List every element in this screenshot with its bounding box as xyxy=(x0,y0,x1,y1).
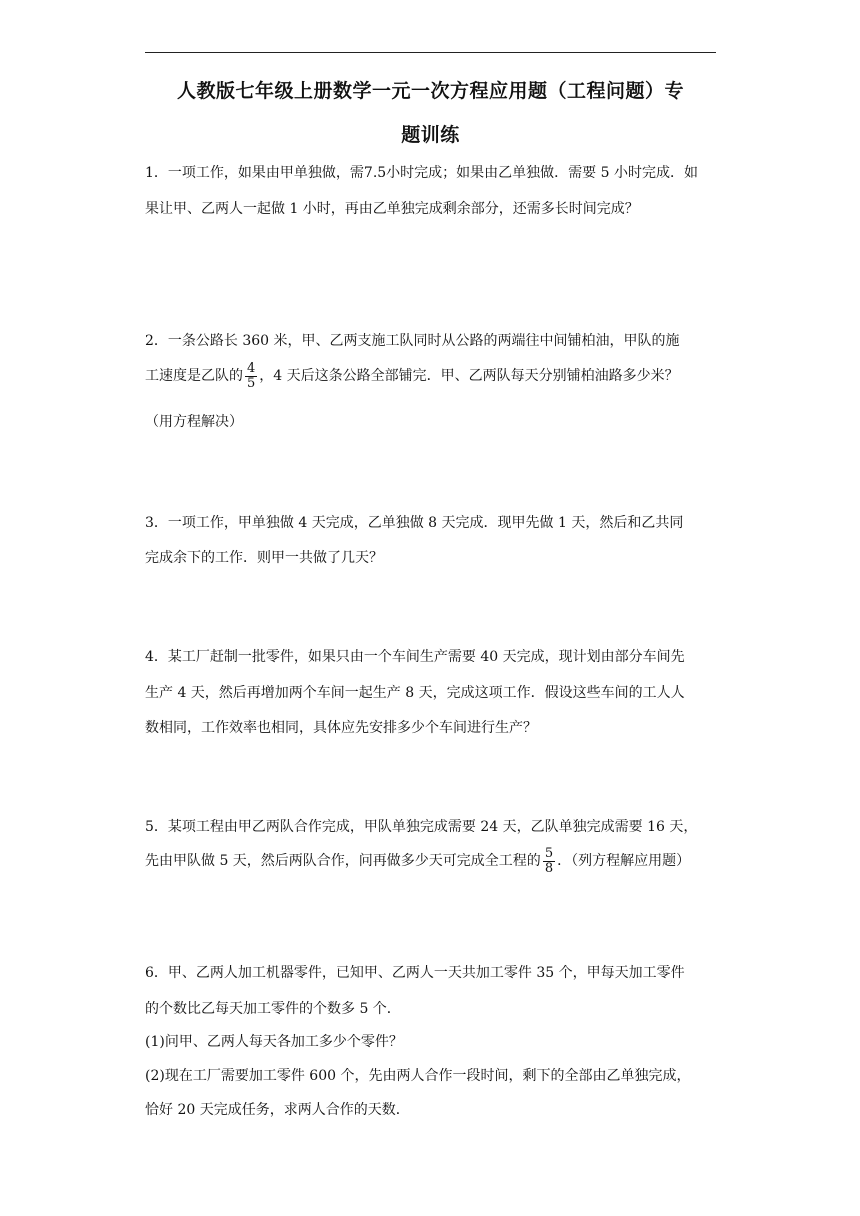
q5-frac-num: 5 xyxy=(544,846,554,861)
q4-line-1: 4．某工厂赶制一批零件，如果只由一个车间生产需要 40 天完成，现计划由部分车间先 xyxy=(145,649,685,665)
q2-fraction xyxy=(245,362,257,390)
q2-line-2-pre: 工速度是乙队的 xyxy=(145,368,243,385)
q2-frac-den: 5 xyxy=(247,375,256,391)
q5-line-2 xyxy=(145,847,690,875)
q1-line-1: 1．一项工作，如果由甲单独做，需7.5小时完成；如果由乙单独做．需要 5 小时完成．如 xyxy=(145,165,698,181)
q4-line-2: 生产 4 天，然后再增加两个车间一起生产 8 天，完成这项工作．假设这些车间的工人人 xyxy=(145,685,685,701)
q6-part-2-line-1: (2)现在工厂需要加工零件 600 个，先由两人合作一段时间，剩下的全部由乙单独完成， xyxy=(145,1068,691,1084)
q6-part-2-line-2: 恰好 20 天完成任务，求两人合作的天数． xyxy=(145,1102,410,1118)
q5-line-1: 5．某项工程由甲乙两队合作完成，甲队单独完成需要 24 天，乙队单独完成需要 16 天， xyxy=(145,819,698,835)
q2-line-3: （用方程解决） xyxy=(145,414,243,430)
q2-line-2 xyxy=(145,362,679,390)
q6-line-1: 6．甲、乙两人加工机器零件，已知甲、乙两人一天共加工零件 35 个，甲每天加工零件 xyxy=(145,965,685,981)
doc-title-line-1: 人教版七年级上册数学一元一次方程应用题（工程问题）专 xyxy=(176,80,684,102)
header-rule xyxy=(145,52,716,53)
q1-line-2: 果让甲、乙两人一起做 1 小时，再由乙单独完成剩余部分，还需多长时间完成？ xyxy=(145,201,639,217)
q3-line-1: 3．一项工作，甲单独做 4 天完成，乙单独做 8 天完成．现甲先做 1 天，然后和乙共同 xyxy=(145,515,684,531)
q5-frac-den: 8 xyxy=(544,860,554,876)
q2-line-1: 2．一条公路长 360 米，甲、乙两支施工队同时从公路的两端往中间铺柏油，甲队的施 xyxy=(145,333,680,349)
q6-line-2: 的个数比乙每天加工零件的个数多 5 个． xyxy=(145,1001,401,1017)
q3-line-2: 完成余下的工作．则甲一共做了几天？ xyxy=(145,550,383,566)
q6-part-1: (1)问甲、乙两人每天各加工多少个零件？ xyxy=(145,1034,403,1050)
q2-line-2-post: ，4 天后这条公路全部铺完．甲、乙两队每天分别铺柏油路多少米？ xyxy=(259,368,679,385)
q5-fraction xyxy=(543,847,555,875)
q4-line-3: 数相同，工作效率也相同，具体应先安排多少个车间进行生产？ xyxy=(145,720,537,736)
q5-line-2-post: ．（列方程解应用题） xyxy=(557,853,691,870)
doc-title-line-2: 题训练 xyxy=(401,124,460,146)
q2-frac-num: 4 xyxy=(247,361,256,376)
q5-line-2-pre: 先由甲队做 5 天，然后两队合作，问再做多少天可完成全工程的 xyxy=(145,853,541,870)
